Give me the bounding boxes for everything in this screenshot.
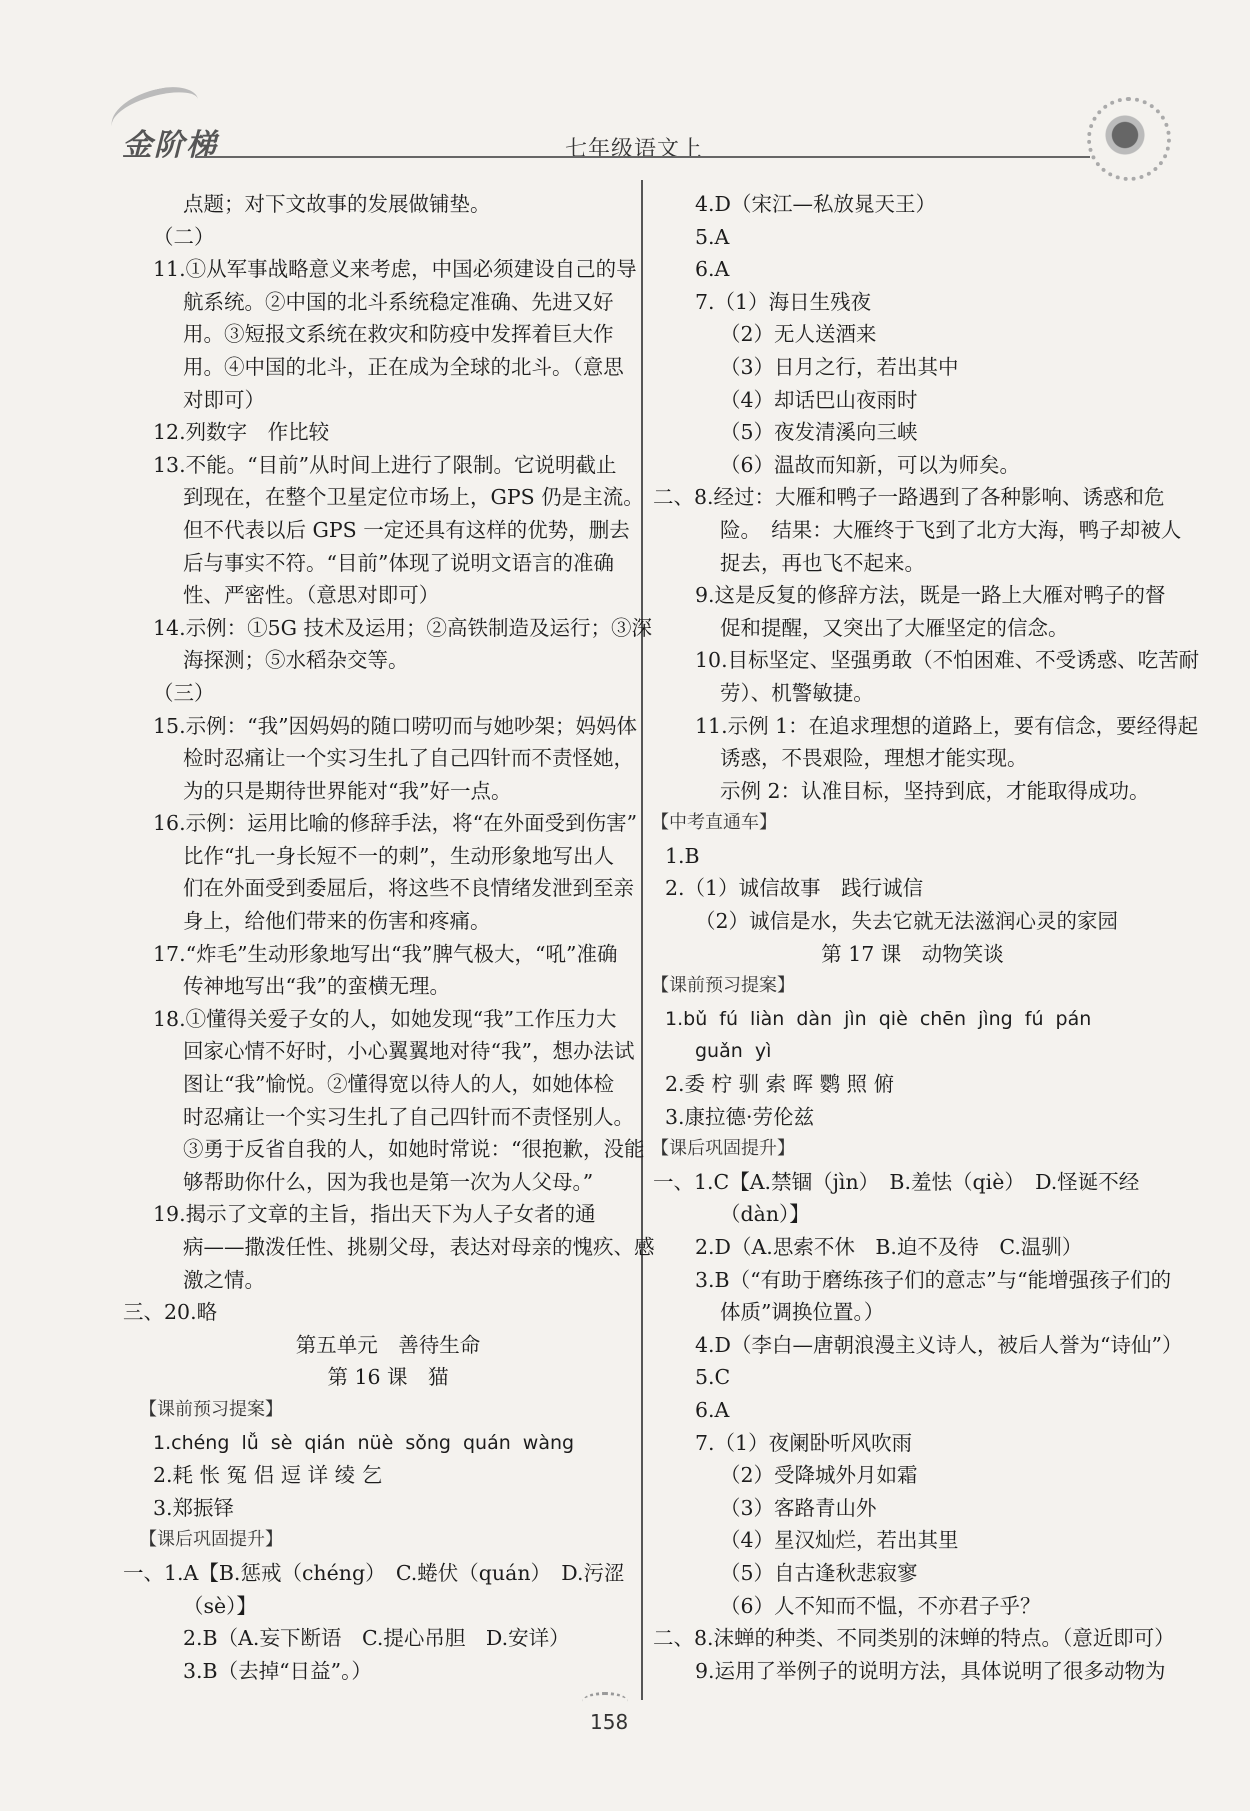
answer-line: 7.（1）海日生残夜	[695, 289, 872, 314]
answer-line: 2.委 柠 驯 索 晖 鹦 照 俯	[665, 1072, 895, 1097]
answer-line: 激之情。	[183, 1267, 265, 1292]
answer-line: 14.示例：①5G 技术及运用；②高铁制造及运行；③深	[153, 615, 653, 640]
answer-line: 劳）、机警敏捷。	[720, 680, 874, 705]
answer-line: 海探测；⑤水稻杂交等。	[183, 648, 409, 673]
answer-line: 捉去，再也飞不起来。	[720, 550, 925, 575]
answer-line: 二、8.沫蝉的种类、不同类别的沫蝉的特点。（意近即可）	[653, 1626, 1175, 1651]
page-number: 158	[590, 1710, 629, 1734]
page-header	[110, 80, 1150, 160]
answer-line: 3.B（去掉“日益”。）	[183, 1658, 372, 1683]
answer-line: 诱惑，不畏艰险，理想才能实现。	[720, 746, 1028, 771]
answer-line: 为的只是期待世界能对“我”好一点。	[183, 778, 512, 803]
answer-line: 够帮助你什么，因为我也是第一次为人父母。”	[183, 1169, 594, 1194]
answer-line: 一、1.C【A.禁锢（jìn） B.羞怯（qiè） D.怪诞不经	[653, 1169, 1140, 1194]
answer-line: 2.耗 怅 冤 侣 逗 详 绫 乞	[153, 1463, 383, 1488]
answer-line: 1.bǔ fú liàn dàn jìn qiè chēn jìng fú pán	[665, 1007, 1092, 1030]
answer-line: 【课前预习提案】	[651, 975, 795, 997]
answer-line: （6）人不知而不愠，不亦君子乎？	[720, 1593, 1041, 1618]
answer-line: 10.目标坚定、坚强勇敢（不怕困难、不受诱惑、吃苦耐	[695, 648, 1200, 673]
answer-line: 病——撒泼任性、挑剔父母，表达对母亲的愧疚、感	[183, 1235, 655, 1259]
answer-line: （6）温故而知新，可以为师矣。	[720, 452, 1021, 477]
answer-line: 后与事实不符。“目前”体现了说明文语言的准确	[183, 550, 614, 575]
answer-line: 11.①从军事战略意义来考虑，中国必须建设自己的导	[153, 257, 637, 282]
answer-line: （5）自古逢秋悲寂寥	[720, 1560, 918, 1585]
answer-line: 图让“我”愉悦。②懂得宽以待人的人，如她体检	[183, 1072, 614, 1097]
answer-line: 二、8.经过：大雁和鸭子一路遇到了各种影响、诱惑和危	[653, 485, 1165, 510]
answer-line: 们在外面受到委屈后，将这些不良情绪发泄到至亲	[183, 876, 634, 901]
answer-line: ③勇于反省自我的人，如她时常说：“很抱歉，没能	[183, 1137, 645, 1162]
answer-line: （二）	[153, 224, 215, 249]
answer-line: 17.“炸毛”生动形象地写出“我”脾气极大，“吼”准确	[153, 941, 618, 966]
sunflower-decoration	[1095, 105, 1155, 165]
answer-line: 1.chéng lǚ sè qián nüè sǒng quán wàng	[153, 1431, 575, 1454]
answer-line: 2.（1）诚信故事 践行诚信	[665, 876, 924, 901]
answer-line: （2）无人送酒来	[720, 322, 877, 347]
answer-line: 16.示例：运用比喻的修辞手法，将“在外面受到伤害”	[153, 811, 638, 836]
answer-line: 2.D（A.思索不休 B.迫不及待 C.温驯）	[695, 1235, 1083, 1259]
page-number-decoration	[582, 1692, 628, 1711]
answer-line: 19.揭示了文章的主旨，指出天下为人子女者的通	[153, 1202, 596, 1227]
answer-line: 用。③短报文系统在救灾和防疫中发挥着巨大作	[183, 322, 614, 347]
answer-line: 身上，给他们带来的伤害和疼痛。	[183, 909, 491, 934]
answer-line: 促和提醒，又突出了大雁坚定的信念。	[720, 615, 1069, 640]
answer-line: 第五单元 善待生命	[295, 1332, 481, 1357]
header-title: 七年级语文上	[565, 137, 704, 162]
answer-line: 险。 结果：大雁终于飞到了北方大海，鸭子却被人	[720, 517, 1182, 542]
answer-line: 5.C	[695, 1365, 731, 1390]
answer-line: 3.B（“有助于磨练孩子们的意志”与“能增强孩子们的	[695, 1267, 1172, 1292]
answer-line: 示例 2：认准目标，坚持到底，才能取得成功。	[720, 778, 1150, 803]
header-rule	[195, 156, 1090, 158]
answer-line: 7.（1）夜阑卧听风吹雨	[695, 1430, 913, 1455]
answer-line: （三）	[153, 680, 215, 705]
answer-line: 11.示例 1：在追求理想的道路上，要有信念，要经得起	[695, 713, 1199, 738]
answer-line: 4.D（李白—唐朝浪漫主义诗人，被后人誉为“诗仙”）	[695, 1332, 1183, 1357]
answer-line: 三、20.略	[123, 1300, 218, 1325]
answer-line: 用。④中国的北斗，正在成为全球的北斗。（意思	[183, 354, 624, 379]
answer-line: 第 17 课 动物笑谈	[821, 941, 1004, 966]
answer-line: （3）客路青山外	[720, 1495, 877, 1520]
answer-line: 2.B（A.妄下断语 C.提心吊胆 D.安详）	[183, 1626, 570, 1651]
answer-line: 回家心情不好时，小心翼翼地对待“我”，想办法试	[183, 1039, 635, 1064]
answer-line: 【课后巩固提升】	[651, 1138, 795, 1160]
answer-line: 体质”调换位置。）	[720, 1300, 885, 1325]
answer-line: 15.示例：“我”因妈妈的随口唠叨而与她吵架；妈妈体	[153, 713, 638, 738]
answer-line: 5.A	[695, 224, 730, 249]
answer-line: 点题；对下文故事的发展做铺垫。	[183, 192, 491, 216]
answer-line: 对即可）	[183, 387, 265, 412]
answer-line: 4.D（宋江—私放晁天王）	[695, 192, 936, 216]
answer-line: 【中考直通车】	[651, 812, 777, 834]
answer-line: 3.郑振铎	[153, 1495, 235, 1520]
answer-line: （dàn）】	[720, 1202, 810, 1227]
answer-line: guǎn yì	[695, 1040, 772, 1063]
answer-line: （3）日月之行，若出其中	[720, 354, 959, 379]
answer-line: （4）星汉灿烂，若出其里	[720, 1528, 959, 1553]
answer-line: （2）诚信是水，失去它就无法滋润心灵的家园	[695, 909, 1119, 934]
answer-line: 9.运用了举例子的说明方法，具体说明了很多动物为	[695, 1658, 1166, 1683]
answer-line: 传神地写出“我”的蛮横无理。	[183, 974, 450, 999]
column-divider	[641, 180, 643, 1700]
answer-line: 12.列数字 作比较	[153, 420, 330, 445]
answer-line: 6.A	[695, 1397, 730, 1422]
answer-line: （2）受降城外月如霜	[720, 1463, 918, 1488]
answer-line: 性、严密性。（意思对即可）	[183, 583, 440, 608]
answer-line: 第 16 课 猫	[327, 1365, 449, 1390]
answer-line: 比作“扎一身长短不一的刺”，生动形象地写出人	[183, 843, 614, 868]
answer-line: 时忍痛让一个实习生扎了自己四针而不责怪别人。	[183, 1104, 634, 1129]
book-logo: 金阶梯	[122, 129, 218, 162]
answer-line: 到现在，在整个卫星定位市场上，GPS 仍是主流。	[183, 485, 644, 510]
answer-line: 检时忍痛让一个实习生扎了自己四针而不责怪她，	[183, 746, 634, 771]
answer-line: 但不代表以后 GPS 一定还具有这样的优势，删去	[183, 517, 630, 542]
answer-line: （sè）】	[183, 1593, 257, 1618]
answer-line: 【课后巩固提升】	[139, 1529, 283, 1551]
right-column	[651, 188, 1200, 1687]
answer-line: 18.①懂得关爱子女的人，如她发现“我”工作压力大	[153, 1006, 617, 1031]
answer-line: 1.B	[665, 843, 700, 868]
answer-line: （5）夜发清溪向三峡	[720, 420, 918, 445]
left-column	[123, 188, 655, 1687]
answer-line: 13.不能。“目前”从时间上进行了限制。它说明截止	[153, 452, 617, 477]
answer-line: 3.康拉德·劳伦兹	[665, 1104, 815, 1129]
answer-line: 6.A	[695, 257, 730, 282]
answer-line: 【课前预习提案】	[139, 1398, 283, 1420]
answer-line: 一、1.A【B.惩戒（chéng） C.蜷伏（quán） D.污涩	[123, 1560, 625, 1585]
answer-line: 航系统。②中国的北斗系统稳定准确、先进又好	[183, 289, 614, 314]
answer-line: （4）却话巴山夜雨时	[720, 387, 918, 412]
answer-line: 9.这是反复的修辞方法，既是一路上大雁对鸭子的督	[695, 583, 1166, 608]
